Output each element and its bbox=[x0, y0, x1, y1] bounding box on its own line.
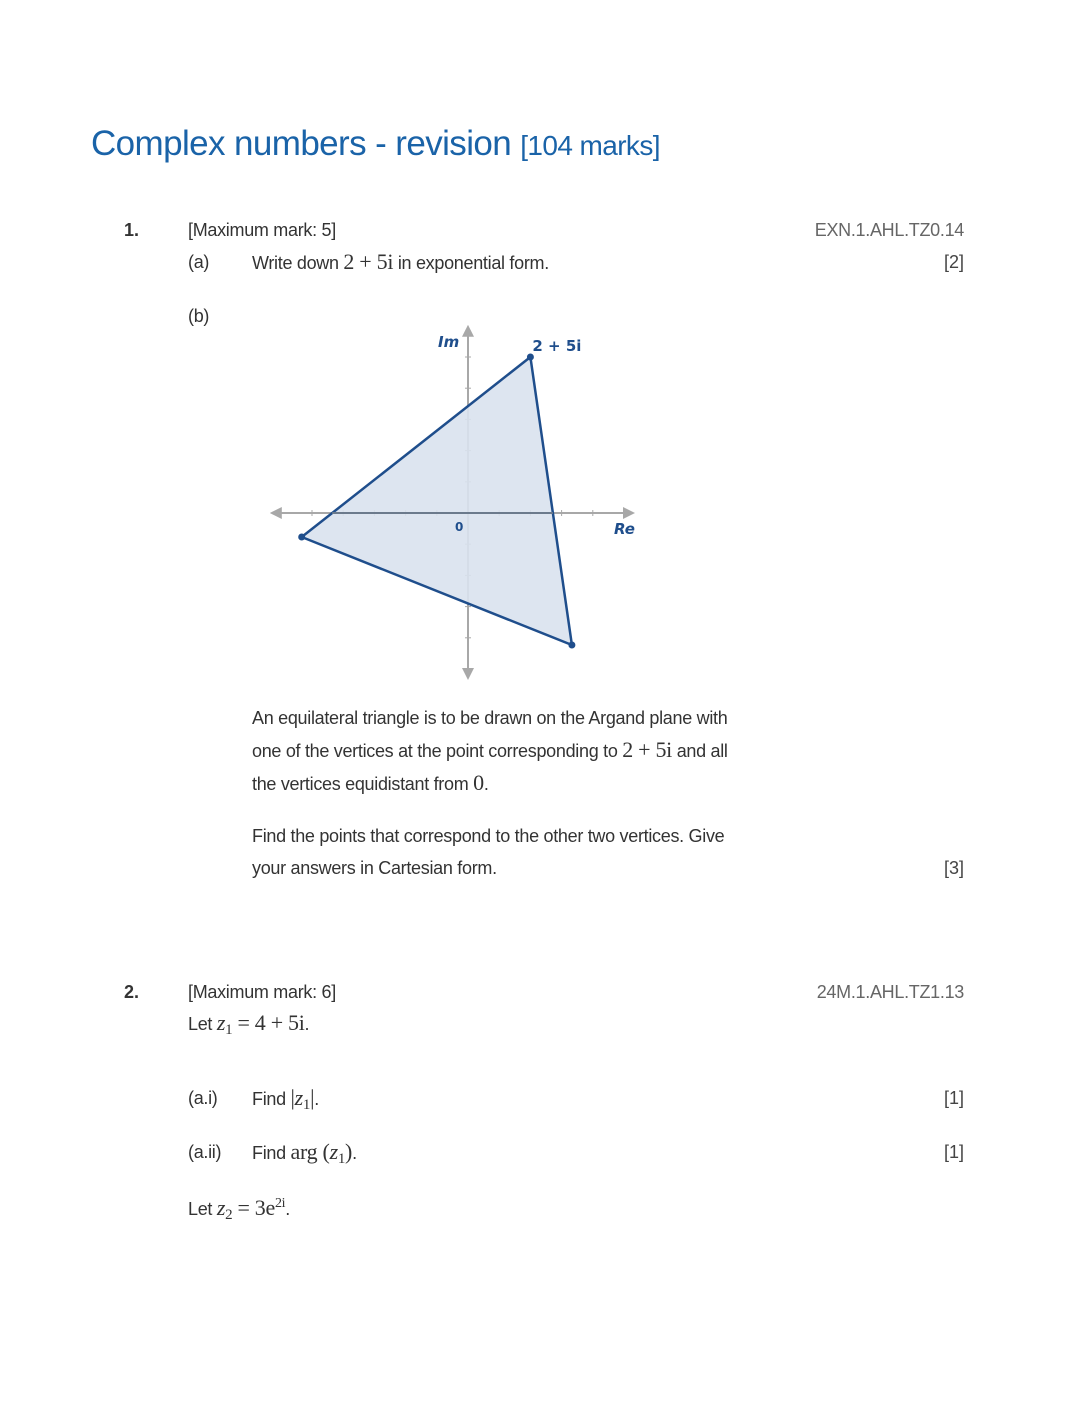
question-number: 1. bbox=[124, 220, 140, 240]
text: . bbox=[483, 774, 489, 794]
math-subscript: 1 bbox=[225, 1022, 233, 1038]
axis-label-im: Im bbox=[438, 332, 460, 351]
part-b-line: An equilateral triangle is to be drawn on the Argand plane with bbox=[252, 708, 728, 728]
equilateral-triangle bbox=[302, 357, 572, 645]
argand-diagram bbox=[260, 300, 660, 690]
text: Let bbox=[188, 1014, 213, 1034]
text: and all bbox=[676, 741, 728, 761]
text: the vertices equidistant from bbox=[252, 774, 469, 794]
part-b-paragraph-1 bbox=[252, 702, 852, 800]
page-title bbox=[91, 124, 660, 164]
triangle-vertex bbox=[298, 534, 305, 541]
vertex-label: 2 + 5i bbox=[532, 337, 582, 355]
math-variable: z bbox=[216, 1195, 226, 1220]
part-b-marks: [3] bbox=[943, 858, 964, 878]
text: Find bbox=[252, 1143, 286, 1163]
text: Let bbox=[188, 1199, 213, 1219]
title-text: Complex numbers - revision bbox=[91, 124, 512, 163]
question-number: 2. bbox=[124, 982, 140, 1002]
math-variable: z bbox=[216, 1010, 226, 1035]
part-a-i-text: Find $|z_1|$. bbox=[252, 1085, 319, 1113]
triangle-vertex bbox=[568, 641, 575, 648]
part-a-text bbox=[252, 249, 549, 275]
max-mark: [Maximum mark: 6] bbox=[188, 982, 336, 1002]
math-variable: z bbox=[294, 1085, 303, 1110]
max-mark: [Maximum mark: 5] bbox=[188, 220, 336, 240]
question-reference: 24M.1.AHL.TZ1.13 bbox=[816, 982, 964, 1002]
math-variable: z bbox=[329, 1139, 338, 1164]
part-a-ii-marks: [1] bbox=[943, 1142, 964, 1162]
text: . bbox=[304, 1014, 310, 1034]
origin-label: 0 bbox=[455, 520, 464, 534]
math-subscript: 2 bbox=[225, 1207, 233, 1223]
math-expression: 2 + 5i bbox=[343, 249, 394, 274]
math-expression: 2 + 5i bbox=[622, 737, 672, 762]
part-label-b: (b) bbox=[188, 306, 210, 326]
math-subscript: 1 bbox=[302, 1097, 311, 1113]
text: . bbox=[314, 1089, 319, 1109]
text: . bbox=[352, 1143, 357, 1163]
text: . bbox=[285, 1199, 290, 1219]
math-function: arg bbox=[290, 1139, 318, 1164]
math-superscript: 2i bbox=[274, 1196, 286, 1211]
math-expression: = 4 + 5i bbox=[237, 1010, 305, 1035]
part-b-line: Find the points that correspond to the other two vertices. Give bbox=[252, 826, 725, 846]
part-a-i-marks: [1] bbox=[943, 1088, 964, 1108]
total-marks: [104 marks] bbox=[520, 130, 660, 161]
part-label-a: (a) bbox=[188, 252, 210, 272]
question-2-intro bbox=[188, 1010, 309, 1039]
part-b-line bbox=[252, 767, 852, 800]
part-a-ii-text: Find arg $(z_1)$. bbox=[252, 1139, 357, 1167]
math-expression: = 3e bbox=[237, 1195, 275, 1220]
part-label-a-i: (a.i) bbox=[188, 1088, 218, 1108]
axis-label-re: Re bbox=[614, 520, 635, 538]
part-a-marks: [2] bbox=[943, 252, 964, 272]
question-2-second-intro bbox=[188, 1195, 290, 1224]
math-expression: 0 bbox=[473, 770, 484, 795]
part-a-text-before: Write down bbox=[252, 253, 339, 273]
text: one of the vertices at the point corresponding to bbox=[252, 741, 618, 761]
part-b-paragraph-2 bbox=[252, 820, 852, 884]
part-b-line bbox=[252, 734, 852, 767]
part-label-a-ii: (a.ii) bbox=[188, 1142, 222, 1162]
math-subscript: 1 bbox=[337, 1151, 346, 1167]
text: Find bbox=[252, 1089, 286, 1109]
part-b-line: your answers in Cartesian form. bbox=[252, 858, 497, 878]
question-reference: EXN.1.AHL.TZ0.14 bbox=[814, 220, 964, 240]
part-a-text-after: in exponential form. bbox=[397, 253, 549, 273]
